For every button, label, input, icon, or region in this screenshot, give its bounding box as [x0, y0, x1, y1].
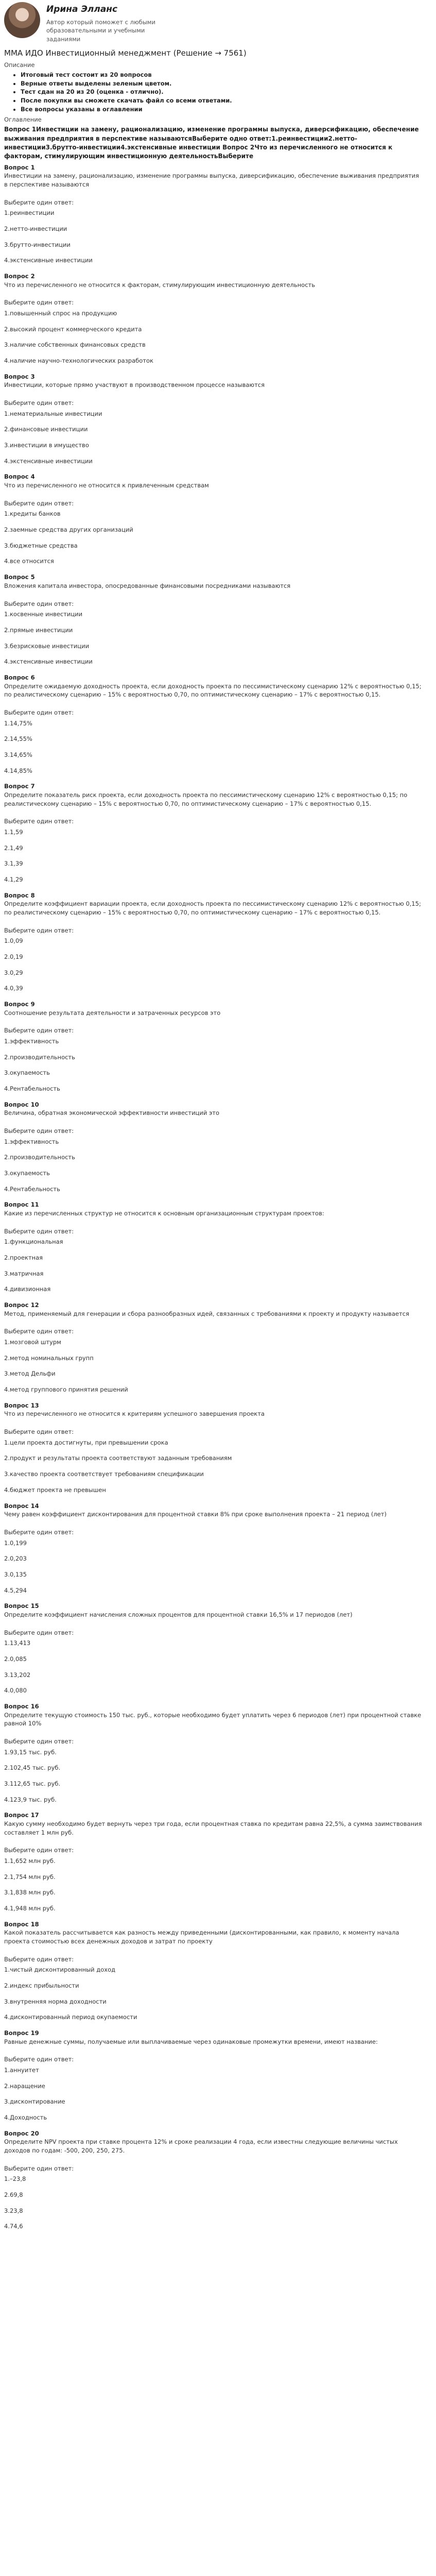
answer-option: 2.14,55%: [4, 735, 32, 743]
choose-label: Выберите один ответ:: [4, 926, 74, 934]
answer-list: [4, 2066, 424, 2122]
answer-option: 1.реинвестиции: [4, 209, 55, 217]
choose-label: Выберите один ответ:: [4, 499, 74, 507]
answer-option: 1.1,59: [4, 828, 23, 836]
question-text: Величина, обратная экономической эффективности инвестиций это: [4, 1109, 220, 1117]
question-title: Вопрос 13: [4, 1401, 39, 1409]
question-block: [4, 163, 424, 265]
choose-label: Выберите один ответ:: [4, 1027, 74, 1035]
choose-label: Выберите один ответ:: [4, 1528, 74, 1536]
answer-option: 3.112,65 тыс. руб.: [4, 1780, 61, 1787]
question-text: Вложения капитала инвестора, опосредованные финансовыми посредниками называются: [4, 582, 291, 589]
answer-list: [4, 2175, 424, 2231]
answer-option: 2.нетто-инвестиции: [4, 225, 67, 233]
question-title: Вопрос 19: [4, 2029, 39, 2037]
choose-label: Выберите один ответ:: [4, 600, 74, 607]
answer-option: 2.производительность: [4, 1053, 75, 1061]
answer-option: 1.кредиты банков: [4, 510, 61, 518]
answer-option: 3.внутренняя норма доходности: [4, 1997, 107, 2005]
answer-option: 3.метод Дельфи: [4, 1370, 56, 1378]
answer-list: [4, 1857, 424, 1913]
question-text: Определите коэффициент вариации проекта, если доходность проекта по пессимистическому сценарию 12% с вероятностью 0,15; по реалистическому сценарию – 15% с вероятностью 0,70, по оптимистическому сценарию – 17% с вероятностью 0,15.: [4, 900, 421, 916]
answer-option: 2.финансовые инвестиции: [4, 426, 88, 433]
answer-option: 2.наращение: [4, 2082, 45, 2090]
question-title: Вопрос 4: [4, 473, 35, 481]
question-text: Какой показатель рассчитывается как разность между приведенными (дисконтированными, как правило, к моменту начала проекта стоимостью всех денежных доходов и затрат по проекту: [4, 1929, 399, 1945]
question-text: Определите показатель риск проекта, если доходность проекта по пессимистическому сценарию 12% с вероятностью 0,15; по реалистическому сценарию – 15% с вероятностью 0,70, по оптимистическому сценарию – 17% с вероятностью 0,15.: [4, 791, 408, 807]
answer-option: 3.безрисковые инвестиции: [4, 642, 90, 650]
author-description: Автор который поможет с любыми образовательными и учебными заданиями: [46, 18, 155, 43]
choose-label: Выберите один ответ:: [4, 1227, 74, 1235]
answer-option: 1.чистый дисконтированный доход: [4, 1966, 116, 1974]
question-block: [4, 1401, 424, 1495]
answer-option: 3.инвестиции в имущество: [4, 442, 89, 449]
description-item: • Тест сдан на 20 из 20 (оценка - отлично).: [21, 88, 424, 96]
answer-list: [4, 209, 424, 265]
question-text: Инвестиции, которые прямо участвуют в производственном процессе называются: [4, 381, 265, 389]
choose-label: Выберите один ответ:: [4, 1737, 74, 1745]
answer-option: 4.наличие научно-технологических разработок: [4, 357, 153, 365]
answer-option: 4.1,29: [4, 875, 23, 883]
toc-label: Оглавление: [4, 116, 42, 124]
answer-option: 1.функциональная: [4, 1238, 63, 1246]
answer-option: 4.дисконтированный период окупаемости: [4, 2013, 137, 2021]
answer-option: 4.Рентабельность: [4, 1085, 60, 1093]
answer-option: 3.окупаемость: [4, 1170, 50, 1177]
answer-option: 3.бюджетные средства: [4, 541, 78, 549]
question-block: [4, 472, 424, 566]
question-title: Вопрос 9: [4, 1000, 35, 1008]
answer-list: [4, 937, 424, 993]
answer-option: 4.бюджет проекта не превышен: [4, 1486, 106, 1494]
answer-option: 2.производительность: [4, 1154, 75, 1161]
answer-option: 2.102,45 тыс. руб.: [4, 1764, 61, 1772]
question-block: [4, 782, 424, 884]
question-title: Вопрос 15: [4, 1602, 39, 1610]
question-title: Вопрос 10: [4, 1100, 39, 1108]
description-item: • После покупки вы сможете скачать файл со всеми ответами.: [21, 96, 424, 105]
answer-option: 2.индекс прибыльности: [4, 1982, 79, 1990]
answer-option: 2.проектная: [4, 1254, 43, 1262]
question-title: Вопрос 20: [4, 2129, 39, 2137]
answer-option: 4.экстенсивные инвестиции: [4, 457, 93, 465]
answer-option: 1.эффективность: [4, 1038, 59, 1045]
choose-label: Выберите один ответ:: [4, 1428, 74, 1436]
answer-list: [4, 1037, 424, 1093]
answer-option: 4.14,85%: [4, 767, 32, 774]
answer-list: [4, 1238, 424, 1294]
question-title: Вопрос 3: [4, 372, 35, 380]
answer-option: 3.13,202: [4, 1671, 31, 1679]
answer-option: 4.Рентабельность: [4, 1185, 60, 1193]
answer-option: 1.цели проекта достигнуты, при превышении срока: [4, 1438, 168, 1446]
choose-label: Выберите один ответ:: [4, 1846, 74, 1854]
answer-list: [4, 1138, 424, 1194]
answer-option: 1.14,75%: [4, 719, 32, 727]
question-text: Определите текущую стоимость 150 тыс. руб., которые необходимо будет уплатить через 6 периодов (лет) при процентной ставке равной 10%: [4, 1711, 422, 1727]
choose-label: Выберите один ответ:: [4, 1127, 74, 1135]
toc-body: Вопрос 1Инвестиции на замену, рационализацию, изменение программы выпуска, диверсификацию, обеспечение выживания предприятия в перспективе называютсяВыберите одно ответ:1.реинвестиции2.нетто-инвестиции3.брутто-инвестиции4.экстенсивные инвестиции Вопрос 2Что из перечисленного не относится к факторам, стимулирующим инвестиционную деятельностьВыберите: [4, 126, 419, 160]
answer-option: 4.экстенсивные инвестиции: [4, 658, 93, 666]
answer-list: [4, 1965, 424, 2022]
answer-list: [4, 828, 424, 884]
answer-list: [4, 1338, 424, 1394]
question-text: Метод, применяемый для генерации и сбора разнообразных идей, связанных с требованиями к проекту и продукту называется: [4, 1310, 409, 1317]
answer-option: 4.123,9 тыс. руб.: [4, 1795, 57, 1803]
answer-option: 3.брутто-инвестиции: [4, 241, 71, 248]
answer-option: 1.0,09: [4, 937, 23, 945]
question-title: Вопрос 17: [4, 1811, 39, 1819]
author-block: [4, 2, 424, 44]
answer-option: 4.Доходность: [4, 2114, 47, 2122]
answer-list: [4, 1539, 424, 1595]
question-title: Вопрос 2: [4, 273, 35, 280]
question-text: Определите коэффициент начисления сложных процентов для процентной ставки 16,5% и 17 периодов (лет): [4, 1611, 353, 1618]
answer-option: 2.69,8: [4, 2191, 23, 2199]
choose-label: Выберите один ответ:: [4, 818, 74, 825]
question-text: Определите ожидаемую доходность проекта, если доходность проекта по пессимистическому сценарию 12% с вероятностью 0,15; по реалистическому сценарию – 15% с вероятностью 0,70, по оптимистическому сценарию – 17% с вероятностью 0,15.: [4, 682, 422, 699]
question-text: Какую сумму необходимо будет вернуть через три года, если процентная ставка по кредитам равна 22,5%, а сумма заимствования составляет 1 млн руб.: [4, 1820, 422, 1836]
answer-option: 1.повышенный спрос на продукцию: [4, 310, 117, 317]
answer-option: 2.продукт и результаты проекта соответствуют заданным требованиям: [4, 1454, 232, 1462]
answer-list: [4, 1639, 424, 1695]
question-title: Вопрос 6: [4, 673, 35, 681]
avatar[interactable]: [4, 2, 40, 38]
question-title: Вопрос 7: [4, 783, 35, 790]
question-title: Вопрос 1: [4, 163, 35, 171]
question-block: [4, 1811, 424, 1912]
description-item: • Итоговый тест состоит из 20 вопросов: [21, 71, 424, 79]
answer-option: 3.1,838 млн руб.: [4, 1889, 56, 1896]
question-title: Вопрос 5: [4, 573, 35, 581]
question-block: [4, 1602, 424, 1695]
answer-option: 1.мозговой штурм: [4, 1338, 61, 1346]
question-title: Вопрос 12: [4, 1301, 39, 1309]
answer-option: 2.1,49: [4, 844, 23, 852]
answer-option: 2.заемные средства других организаций: [4, 526, 133, 534]
answer-option: 1.нематериальные инвестиции: [4, 410, 102, 417]
question-text: Соотношение результата деятельности и затраченных ресурсов это: [4, 1009, 221, 1016]
choose-label: Выберите один ответ:: [4, 198, 74, 206]
answer-list: [4, 309, 424, 365]
question-text: Определите NPV проекта при ставке процента 12% и сроке реализации 4 года, если известны следующие величины чистых доходов по годам: -500, 200, 250, 275.: [4, 2138, 398, 2155]
description-list: [4, 71, 424, 113]
answer-option: 1.аннуитет: [4, 2066, 39, 2074]
answer-option: 1.1,652 млн руб.: [4, 1857, 56, 1865]
question-text: Равные денежные суммы, получаемые или выплачиваемые через одинаковые промежутки времени, имеют название:: [4, 2038, 378, 2045]
answer-option: 3.0,29: [4, 969, 23, 976]
answer-option: 2.метод номинальных групп: [4, 1354, 94, 1362]
question-block: [4, 891, 424, 993]
answer-option: 3.окупаемость: [4, 1069, 50, 1077]
answer-option: 3.0,135: [4, 1570, 27, 1578]
question-text: Какие из перечисленных структур не относится к основным организационным структурам проектов:: [4, 1210, 324, 1217]
question-title: Вопрос 8: [4, 891, 35, 899]
question-title: Вопрос 16: [4, 1702, 39, 1710]
answer-option: 2.прямые инвестиции: [4, 626, 73, 634]
question-block: [4, 272, 424, 365]
answer-list: [4, 1748, 424, 1804]
question-text: Что из перечисленного не относится к факторам, стимулирующим инвестиционную деятельность: [4, 281, 316, 289]
answer-option: 1.0,199: [4, 1539, 27, 1547]
question-block: [4, 673, 424, 775]
answer-option: 2.0,203: [4, 1555, 27, 1563]
question-block: [4, 1000, 424, 1093]
question-block: [4, 2029, 424, 2122]
choose-label: Выберите один ответ:: [4, 399, 74, 407]
page-title: ММА ИДО Инвестиционный менеджмент (Решение → 7561): [4, 48, 247, 58]
answer-option: 3.1,39: [4, 860, 23, 868]
description-label: Описание: [4, 61, 35, 69]
choose-label: Выберите один ответ:: [4, 2164, 74, 2172]
answer-option: 3.матричная: [4, 1269, 44, 1277]
answer-option: 4.1,948 млн руб.: [4, 1904, 56, 1912]
answer-option: 4.5,294: [4, 1586, 27, 1594]
answer-list: [4, 510, 424, 566]
answer-list: [4, 410, 424, 466]
question-block: [4, 1301, 424, 1394]
answer-list: [4, 610, 424, 666]
choose-label: Выберите один ответ:: [4, 1629, 74, 1636]
author-info: [46, 2, 170, 44]
answer-option: 4.все относится: [4, 557, 54, 565]
description-item: • Все вопросы указаны в оглавлении: [21, 105, 424, 114]
question-title: Вопрос 14: [4, 1502, 39, 1510]
choose-label: Выберите один ответ:: [4, 708, 74, 716]
answer-option: 4.метод группового принятия решений: [4, 1386, 128, 1394]
answer-option: 1.13,413: [4, 1639, 31, 1647]
question-title: Вопрос 18: [4, 1920, 39, 1928]
answer-option: 1.косвенные инвестиции: [4, 611, 83, 618]
answer-option: 4.экстенсивные инвестиции: [4, 257, 93, 264]
choose-label: Выберите один ответ:: [4, 1328, 74, 1335]
answer-option: 4.74,6: [4, 2223, 23, 2230]
question-text: Что из перечисленного не относится к привлеченным средствам: [4, 482, 209, 489]
question-block: [4, 2129, 424, 2231]
question-block: [4, 372, 424, 466]
choose-label: Выберите один ответ:: [4, 1955, 74, 1963]
answer-option: 1.–23,8: [4, 2175, 26, 2183]
question-block: [4, 1200, 424, 1294]
answer-option: 1.эффективность: [4, 1138, 59, 1145]
question-block: [4, 1702, 424, 1804]
question-block: [4, 1100, 424, 1194]
answer-option: 2.0,19: [4, 953, 23, 960]
answer-list: [4, 1438, 424, 1495]
choose-label: Выберите один ответ:: [4, 2056, 74, 2063]
answer-option: 3.14,65%: [4, 751, 32, 758]
answer-option: 2.1,754 млн руб.: [4, 1873, 56, 1880]
question-text: Инвестиции на замену, рационализацию, изменение программы выпуска, диверсификацию, обеспечение выживания предприятия в перспективе называются: [4, 172, 419, 189]
question-block: [4, 1920, 424, 2022]
questions-list: [4, 163, 424, 2231]
answer-option: 3.качество проекта соответствует требованиям спецификации: [4, 1470, 204, 1478]
choose-label: Выберите один ответ:: [4, 299, 74, 307]
answer-list: [4, 719, 424, 775]
answer-option: 1.93,15 тыс. руб.: [4, 1748, 57, 1756]
author-name[interactable]: Ирина Элланс: [46, 4, 118, 14]
answer-option: 4.0,39: [4, 985, 23, 992]
question-title: Вопрос 11: [4, 1201, 39, 1209]
answer-option: 2.высокий процент коммерческого кредита: [4, 325, 142, 333]
answer-option: 3.дисконтирование: [4, 2098, 65, 2106]
question-text: Что из перечисленного не относится к критериям успешного завершения проекта: [4, 1410, 265, 1418]
answer-option: 4.дивизионная: [4, 1285, 51, 1293]
question-text: Чему равен коэффициент дисконтирования для процентной ставки 8% при сроке выполнения проекта – 21 период (лет): [4, 1511, 387, 1518]
description-item: • Верные ответы выделены зеленым цветом.: [21, 79, 424, 88]
answer-option: 2.0,085: [4, 1655, 27, 1663]
answer-option: 4.0,080: [4, 1687, 27, 1694]
question-block: [4, 1502, 424, 1595]
answer-option: 3.23,8: [4, 2207, 23, 2214]
question-block: [4, 573, 424, 666]
answer-option: 3.наличие собственных финансовых средств: [4, 341, 146, 349]
